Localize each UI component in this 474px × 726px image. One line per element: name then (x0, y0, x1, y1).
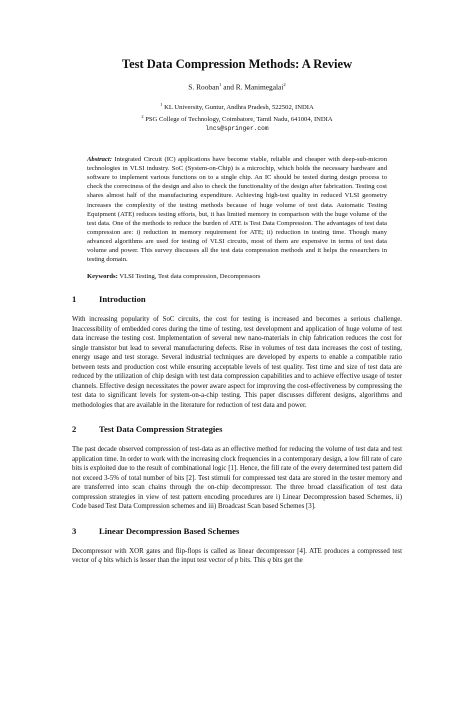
section-3-var-q: q (98, 557, 102, 565)
section-3-text-4: bits get the (270, 557, 303, 565)
affiliation-1 (72, 101, 402, 113)
affiliation-1-text: KL University, Guntur, Andhra Pradesh, 522502, INDIA (164, 104, 314, 112)
abstract-label: Abstract: (87, 156, 112, 164)
section-2-title: Test Data Compression Strategies (99, 424, 223, 435)
contact-email[interactable]: lncs@springer.com (205, 124, 269, 132)
section-3-text-1: Decompressor with XOR gates and flip-flops is called as linear decompressor [4]. ATE produces a compressed test vector of (72, 547, 402, 565)
author-2-affil-mark: 2 (283, 82, 286, 87)
section-1-heading (72, 294, 402, 305)
author-1-affil-mark: 1 (219, 82, 222, 87)
section-3-title: Linear Decompression Based Schemes (99, 525, 240, 536)
section-3-heading (72, 526, 402, 537)
paper-page (0, 56, 474, 726)
author-2: R. Manimegalai (235, 82, 284, 92)
author-line (72, 80, 402, 92)
affiliation-2-text: PSG College of Technology, Coimbatore, Tamil Nadu, 641004, INDIA (145, 116, 333, 124)
section-2-heading (72, 424, 402, 435)
section-3-text-2: bits which is lesser than the input test vector of (101, 557, 235, 565)
paper-title: Test Data Compression Methods: A Review (121, 57, 353, 71)
section-3-var-q-2: q (267, 557, 271, 565)
abstract (87, 155, 387, 264)
section-2-body: The past decade observed compression of test-data as an effective method for reducing the volume of test data and test application time. In order to work with the increasing clock frequencies in a contemporary design, a low fill rate of care bits is exploited due to the result of combinational logic [1]. Hence, the fill rate of the every determined test pattern did not exceed 3-5% of total number of bits [2]. Test stimuli for compressed test data are stored in the tester memory and are transferred into scan chains through the on-chip decompressor. The three broad classification of test data compression strategies in view of test pattern encoding procedures are i) Linear Decompression based Schemes, ii) Code based Test Data Compression schemes and iii) Broadcast Scan based Schemes [3]. (72, 446, 402, 511)
keywords-label: Keywords: (87, 273, 118, 281)
keywords-text: VLSI Testing, Test data compression, Decompressors (119, 273, 261, 281)
section-2-number: 2 (72, 424, 77, 435)
affiliation-2 (72, 113, 402, 125)
author-conjunction: and (221, 82, 236, 92)
author-1: S. Rooban (188, 82, 220, 92)
section-1-body: With increasing popularity of SoC circuits, the cost for testing is increased and becomes a serious challenge. Inaccessibility of embedded cores during the time of testing, test development and application of huge volume of test data increase the testing cost. Implementation of several new nano-materials in chip fabrication reduces the cost for single transistor but lead to several manufacturing defects. Rise in volumes of test data increases the cost of testing, energy usage and test storage. Several industrial techniques are developed by experts to enable a compatible ratio between tests and production cost while ensuring acceptable levels of test quality. Test time and size of test data are reduced by the utilization of chip design with test data compression capabilities and to achieve effective usage of tester channels. Effective design necessitates the power aware aspect for improving the cost-effectiveness by compressing the test data to significant levels for system-on-a-chip testing. This paper discusses different designs, algorithms and methodologies that are available in the literature for reduction of test data and power. (72, 316, 402, 409)
section-1-number: 1 (72, 294, 77, 305)
section-3-text-3: bits. This (238, 557, 268, 565)
keywords (87, 272, 387, 281)
affiliation-2-mark: 2 (141, 114, 144, 120)
affiliations (72, 101, 402, 133)
section-3-var-p: p (234, 557, 239, 565)
section-1-title: Introduction (99, 294, 146, 305)
affiliation-1-mark: 1 (160, 102, 163, 108)
section-3-body (72, 547, 402, 566)
abstract-text: Integrated Circuit (IC) applications have become viable, reliable and cheaper with deep-sub-micron technologies in VLSI industry. SoC (System-on-Chip) is a microchip, which holds the necessary hardware and software to implement various functions on to a single chip. An IC should be tested during design process to check the correctness of the design and also to check the functionality of the design after fabrication. Testing cost shares almost half of the manufacturing expenditure. Achieving high-test quality in reduced VLSI geometry increases the complexity of the testing methods because of huge volume of test data. Automatic Testing Equipment (ATE) reduces testing efforts, but, it has limited memory in comparison with the huge volume of the test data. One of the methods to reduce the burden of ATE is Test Data Compression. The advantages of test data compression are: i) reduction in memory requirement for ATE; ii) reduction in testing time. Though many advanced algorithms are used for testing of VLSI circuits, most of them are expensive in terms of test data volume and power. This survey discusses all the test data compression methods and it helps the researchers in testing domain. (87, 156, 387, 264)
section-3-number: 3 (72, 525, 77, 536)
